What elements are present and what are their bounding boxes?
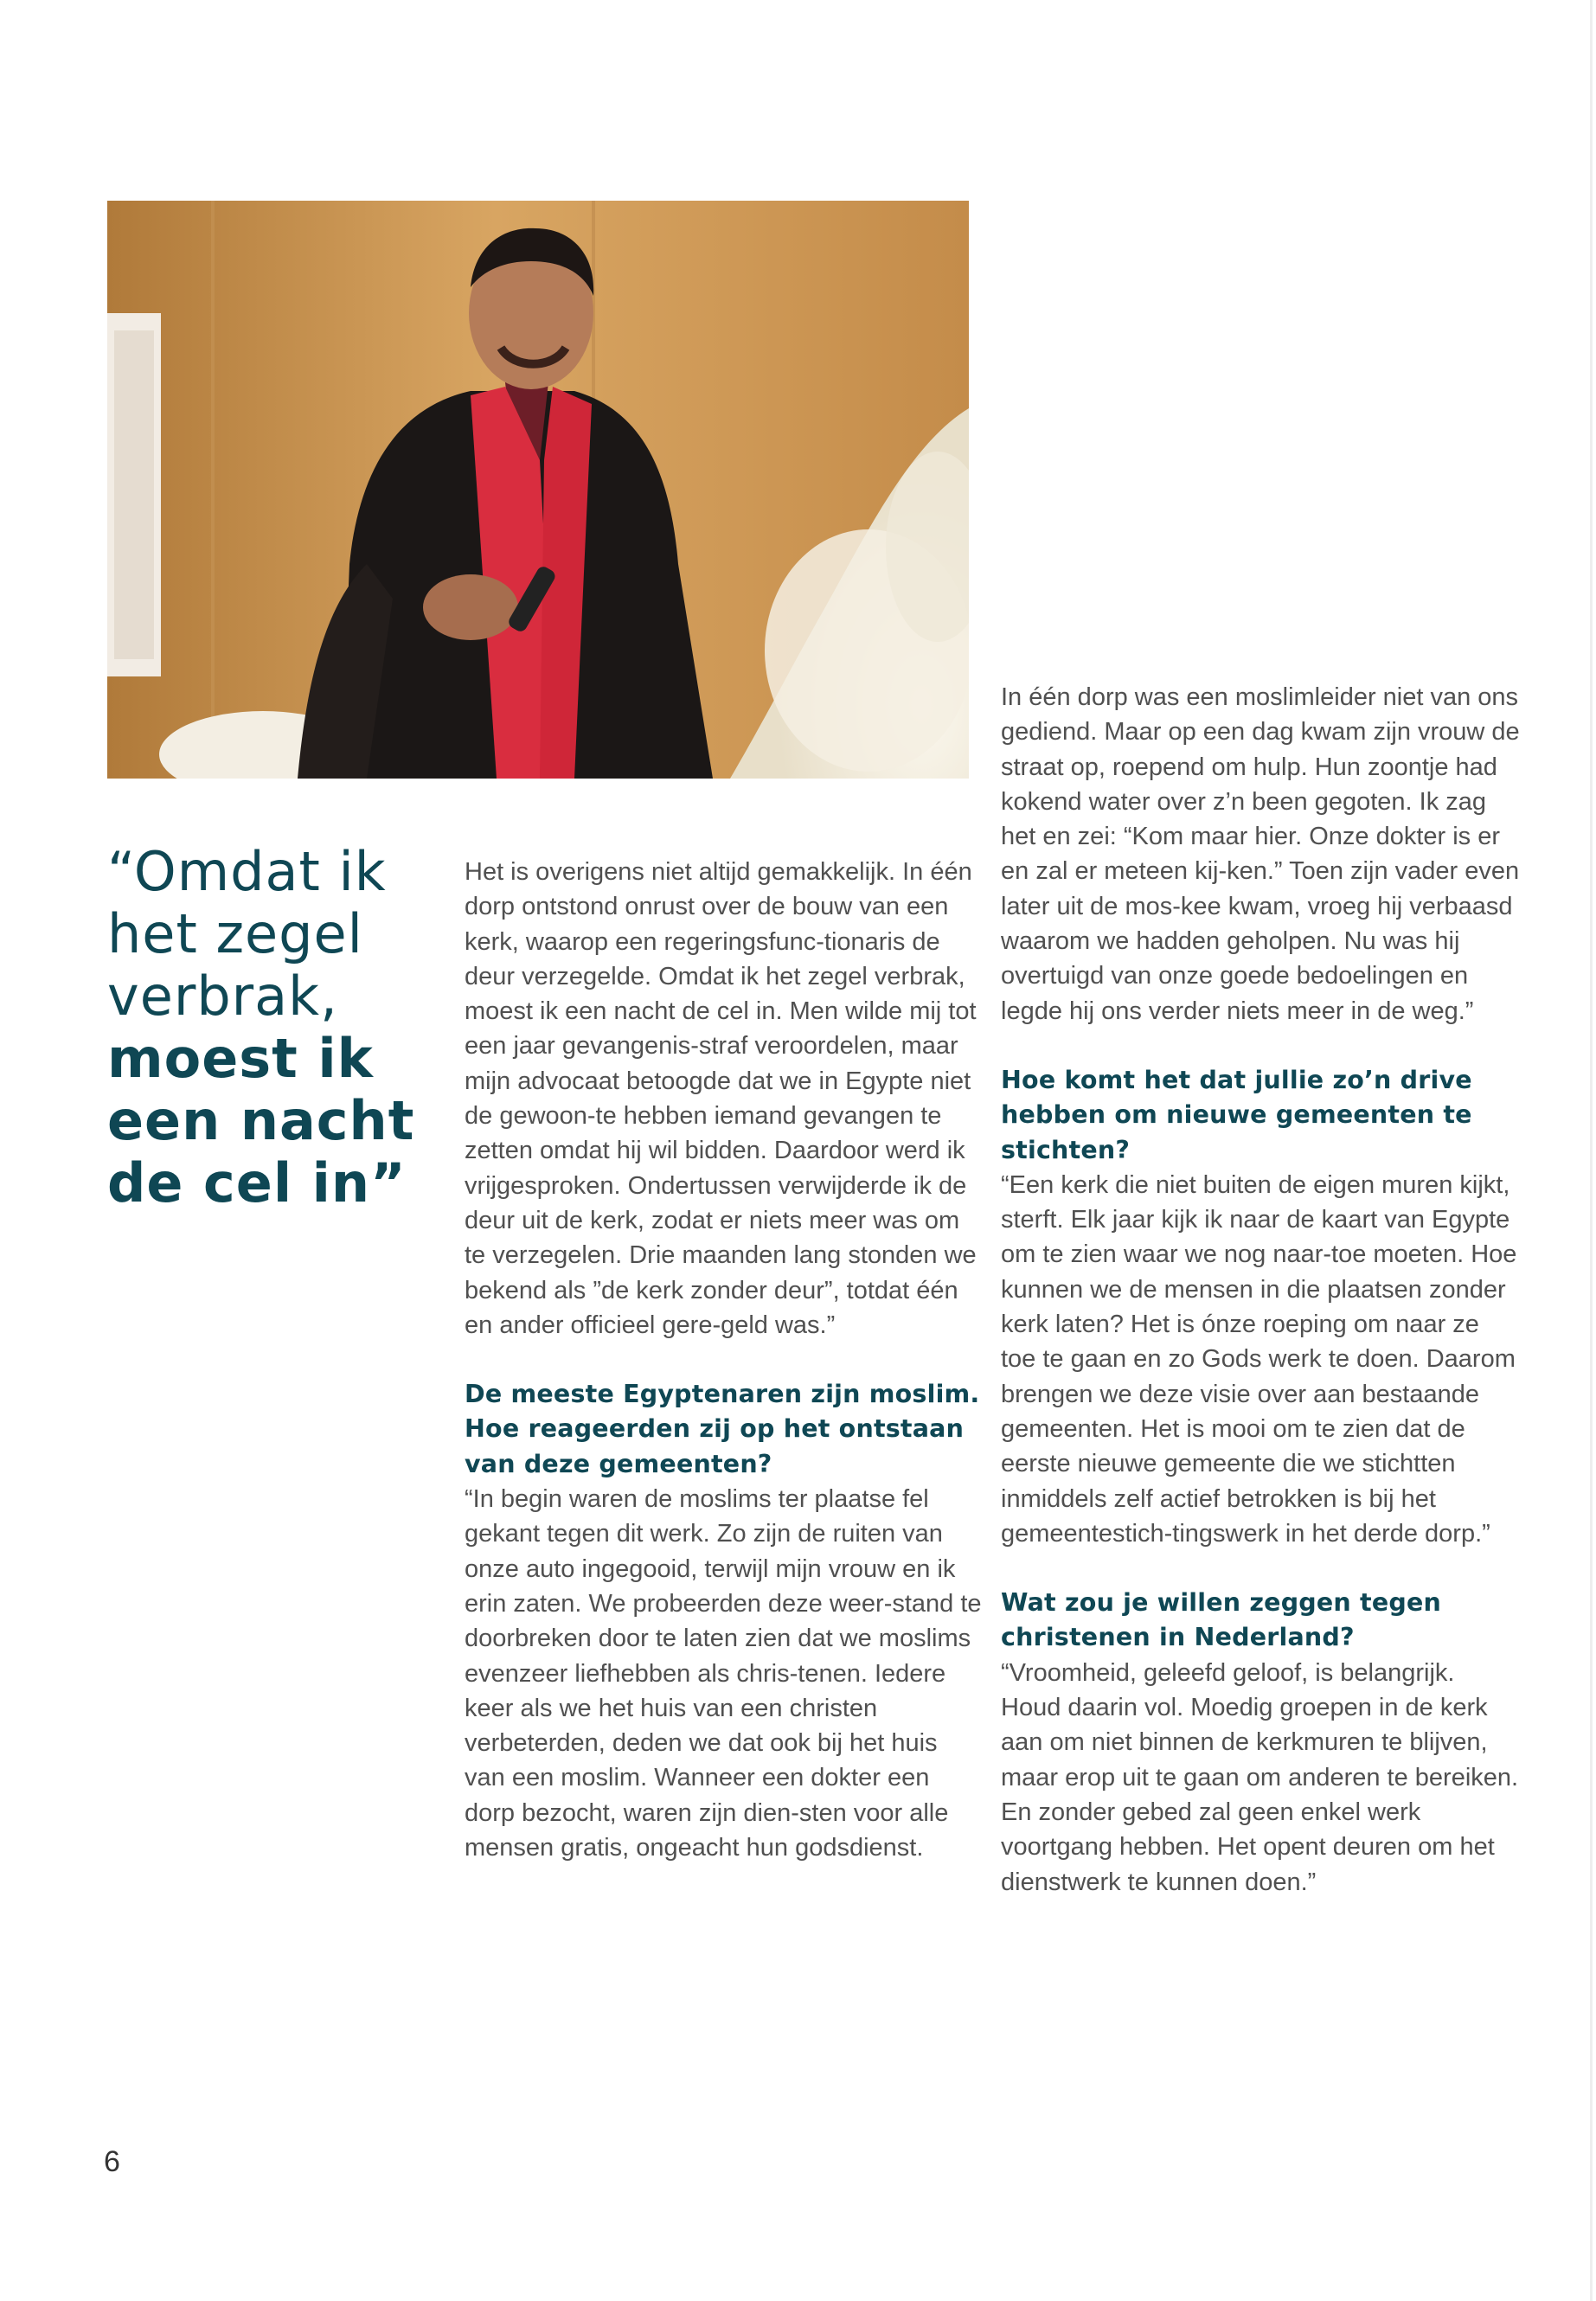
pull-quote-bold: moest ik een nacht de cel in” [107,1027,415,1215]
interview-question: De meeste Egyptenaren zijn moslim. Hoe reageerden zij op het ontstaan van deze gemeenten? [465,1380,980,1478]
pastor-illustration [107,201,969,779]
interview-question: Hoe komt het dat jullie zo’n drive hebben om nieuwe gemeenten te stichten? [1001,1065,1472,1164]
page-edge-line [1590,0,1593,2301]
pull-quote [107,841,436,1215]
pull-quote-light: “Omdat ik het zegel verbrak, [107,840,387,1028]
article-column-1 [465,855,984,1865]
interview-answer: “Een kerk die niet buiten de eigen muren kijkt, sterft. Elk jaar kijk ik naar de kaart van Egypte om te zien waar we nog naar-toe moeten. Hoe kunnen we de mensen in die plaatsen zonder kerk laten? Het is ónze roeping om naar ze toe te gaan en zo Gods werk te doen. Daarom brengen we deze visie over aan bestaande gemeenten. Het is mooi om te zien dat de eerste nieuwe gemeente die we stichtten inmiddels zelf actief betrokken is bij het gemeentestich-tingswerk in het derde dorp.” [1001,1170,1517,1548]
paragraph: In één dorp was een moslimleider niet van ons gediend. Maar op een dag kwam zijn vrouw de straat op, roepend om hulp. Hun zoontje had kokend water over z’n been gegoten. Ik zag het en zei: “Kom maar hier. Onze dokter is er en zal er meteen kij-ken.” Toen zijn vader even later uit de mos-kee kwam, vroeg hij verbaasd waarom we hadden geholpen. Nu was hij overtuigd van onze goede bedoelingen en legde hij ons verder niets meer in de weg.” [1001,683,1520,1025]
paragraph: Het is overigens niet altijd gemakkelijk. In één dorp ontstond onrust over de bouw van een kerk, waarop een regeringsfunc-tionaris de deur verzegelde. Omdat ik het zegel verbrak, moest ik een nacht de cel in. Men wilde mij tot een jaar gevangenis-straf veroordelen, maar mijn advocaat betoogde dat we in Egypte niet de gewoon-te hebben iemand gevangen te zetten omdat hij wil bidden. Daardoor werd ik vrijgesproken. Ondertussen verwijderde ik de deur uit de kerk, zodat er niets meer was om te verzegelen. Drie maanden lang stonden we bekend als ”de kerk zonder deur”, totdat één en ander officieel gere-geld was.” [465,858,977,1339]
page-number: 6 [104,2145,120,2178]
interview-question: Wat zou je willen zeggen tegen christenen in Nederland? [1001,1588,1442,1652]
pastor-photo [107,201,969,779]
article-column-2 [1001,680,1520,1900]
interview-answer: “In begin waren de moslims ter plaatse fel gekant tegen dit werk. Zo zijn de ruiten van onze auto ingegooid, terwijl mijn vrouw en ik erin zaten. We probeerden deze weer-stand te doorbreken door te laten zien dat we moslims evenzeer liefhebben als chris-tenen. Iedere keer als we het huis van een christen verbeterden, deden we dat ook bij het huis van een moslim. Wanneer een dokter een dorp bezocht, waren zijn dien-sten voor alle mensen gratis, ongeacht hun godsdienst. [465,1485,982,1862]
interview-answer: “Vroomheid, geleefd geloof, is belangrijk. Houd daarin vol. Moedig groepen in de kerk aan om niet binnen de kerkmuren te blijven, maar erop uit te gaan om anderen te bereiken. En zonder gebed zal geen enkel werk voortgang hebben. Het opent deuren om het dienstwerk te kunnen doen.” [1001,1658,1519,1896]
